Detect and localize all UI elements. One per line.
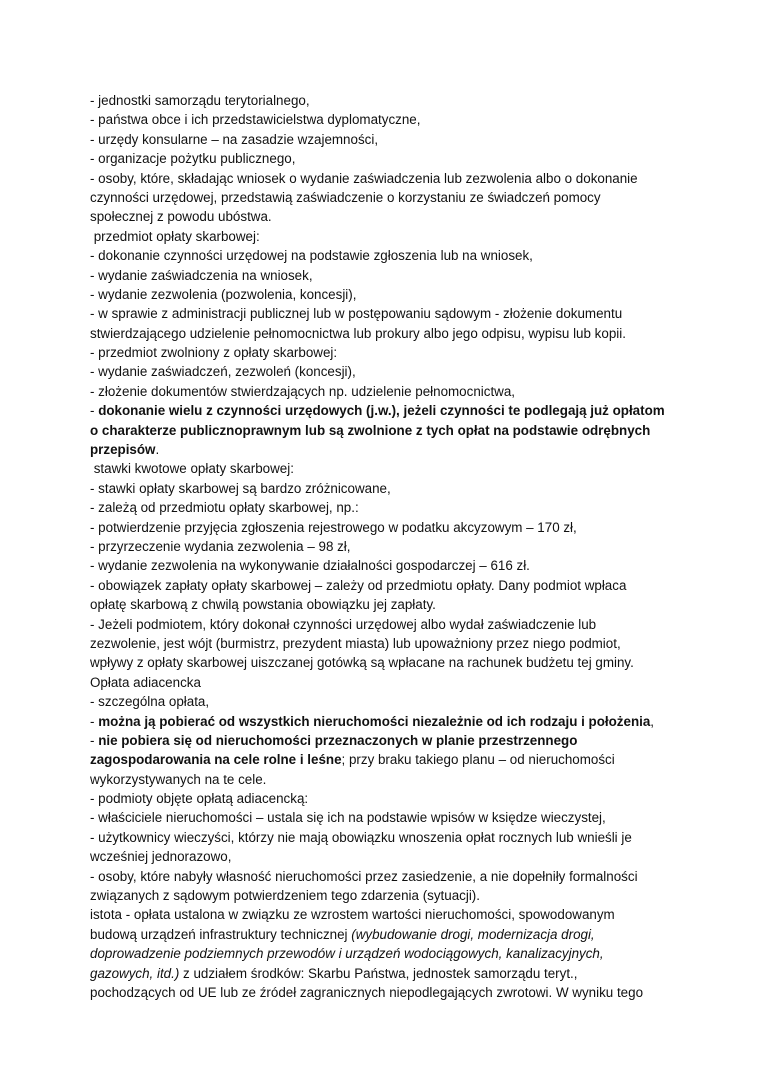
- text-run: - stawki opłaty skarbowej są bardzo zróżnicowane,: [90, 480, 391, 496]
- italic-text-run: (wybudowanie drogi, modernizacja drogi,: [351, 926, 595, 942]
- text-line: [90, 324, 690, 343]
- text-run: - osoby, które, składając wniosek o wydanie zaświadczenia lub zezwolenia albo o dokonanie: [90, 170, 638, 186]
- text-line: [90, 983, 690, 1002]
- bold-text-run: można ją pobierać od wszystkich nieruchomości niezależnie od ich rodzaju i położenia: [98, 713, 651, 729]
- text-run: - w sprawie z administracji publicznej lub w postępowaniu sądowym - złożenie dokumentu: [90, 306, 623, 322]
- text-line: [90, 304, 690, 323]
- text-run: wcześniej jednorazowo,: [90, 849, 232, 865]
- text-line: [90, 285, 690, 304]
- text-line: [90, 440, 690, 459]
- text-line: [90, 789, 690, 808]
- text-run: - złożenie dokumentów stwierdzających np. udzielenie pełnomocnictwa,: [90, 383, 516, 399]
- text-line: [90, 266, 690, 285]
- text-line: [90, 110, 690, 129]
- text-run: - wydanie zezwolenia na wykonywanie działalności gospodarczej – 616 zł.: [90, 558, 530, 574]
- text-run: -: [90, 403, 99, 419]
- text-line: [90, 925, 690, 944]
- text-run: - Jeżeli podmiotem, który dokonał czynności urzędowej albo wydał zaświadczenie lub: [90, 616, 597, 632]
- text-run: - dokonanie czynności urzędowej na podstawie zgłoszenia lub na wniosek,: [90, 248, 533, 264]
- text-run: związanych z sądowym potwierdzeniem tego zdarzenia (sytuacji).: [90, 888, 480, 904]
- text-line: [90, 576, 690, 595]
- text-line: [90, 343, 690, 362]
- text-run: - potwierdzenie przyjęcia zgłoszenia rejestrowego w podatku akcyzowym – 170 zł,: [90, 519, 577, 535]
- text-run: stwierdzającego udzielenie pełnomocnictwa lub prokury albo jego odpisu, wypisu lub kopii.: [90, 325, 626, 341]
- text-line: [90, 731, 690, 750]
- text-run: czynności urzędowej, przedstawią zaświadczenie o korzystaniu ze świadczeń pomocy: [90, 189, 601, 205]
- text-run: stawki kwotowe opłaty skarbowej:: [90, 461, 294, 477]
- text-line: [90, 207, 690, 226]
- text-run: -: [90, 732, 99, 748]
- text-run: - podmioty objęte opłatą adiacencką:: [90, 791, 309, 807]
- text-run: pochodzących od UE lub ze źródeł zagranicznych niepodlegających zwrotowi. W wyniku tego: [90, 984, 644, 1000]
- text-run: z udziałem środków: Skarbu Państwa, jednostek samorządu teryt.,: [179, 965, 578, 981]
- text-line: [90, 886, 690, 905]
- text-line: [90, 595, 690, 614]
- text-line: [90, 867, 690, 886]
- text-run: społecznej z powodu ubóstwa.: [90, 209, 272, 225]
- section-heading: [90, 227, 690, 246]
- text-line: [90, 518, 690, 537]
- italic-text-run: doprowadzenie podziemnych przewodów i urządzeń wodociągowych, kanalizacyjnych,: [90, 946, 604, 962]
- text-line: [90, 615, 690, 634]
- text-run: -: [90, 713, 99, 729]
- bold-text-run: nie pobiera się od nieruchomości przeznaczonych w planie przestrzennego: [98, 732, 578, 748]
- text-line: [90, 944, 690, 963]
- text-line: [90, 188, 690, 207]
- text-run: - organizacje pożytku publicznego,: [90, 151, 296, 167]
- text-line: [90, 847, 690, 866]
- text-run: - użytkownicy wieczyści, którzy nie mają obowiązku wnoszenia opłat rocznych lub wnieśli je: [90, 829, 632, 845]
- section-heading: [90, 673, 690, 692]
- text-line: [90, 479, 690, 498]
- text-line: [90, 498, 690, 517]
- text-line: [90, 692, 690, 711]
- document-body: [90, 91, 690, 1002]
- text-line: [90, 362, 690, 381]
- text-line: [90, 808, 690, 827]
- section-heading: [90, 459, 690, 478]
- text-run: - właściciele nieruchomości – ustala się ich na podstawie wpisów w księdze wieczystej,: [90, 810, 606, 826]
- bold-text-run: zagospodarowania na cele rolne i leśne: [90, 752, 342, 768]
- text-run: - jednostki samorządu terytorialnego,: [90, 93, 310, 108]
- text-run: - wydanie zaświadczenia na wniosek,: [90, 267, 313, 283]
- text-line: [90, 905, 690, 924]
- text-line: [90, 130, 690, 149]
- text-run: ; przy braku takiego planu – od nieruchomości: [341, 752, 615, 768]
- text-line: [90, 770, 690, 789]
- bold-text-run: o charakterze publicznoprawnym lub są zwolnione z tych opłat na podstawie odrębnych: [90, 422, 651, 438]
- text-run: - przyrzeczenie wydania zezwolenia – 98 zł,: [90, 538, 351, 554]
- text-line: [90, 556, 690, 575]
- text-run: - szczególna opłata,: [90, 694, 210, 710]
- text-run: ,: [650, 713, 655, 729]
- text-run: budową urządzeń infrastruktury technicznej: [90, 926, 352, 942]
- text-run: - wydanie zezwolenia (pozwolenia, koncesji),: [90, 286, 357, 302]
- text-line: [90, 382, 690, 401]
- text-run: - przedmiot zwolniony z opłaty skarbowej:: [90, 345, 338, 361]
- text-line: [90, 91, 690, 110]
- text-run: zezwolenie, jest wójt (burmistrz, prezydent miasta) lub upoważniony przez niego podmiot,: [90, 635, 621, 651]
- text-line: [90, 246, 690, 265]
- text-line: [90, 964, 690, 983]
- text-run: - obowiązek zapłaty opłaty skarbowej – zależy od przedmiotu opłaty. Dany podmiot wpłaca: [90, 577, 627, 593]
- text-line: [90, 401, 690, 420]
- text-run: - osoby, które nabyły własność nieruchomości przez zasiedzenie, a nie dopełniły formalności: [90, 868, 638, 884]
- text-run: - zależą od przedmiotu opłaty skarbowej, np.:: [90, 500, 359, 516]
- text-run: opłatę skarbową z chwilą powstania obowiązku jej zapłaty.: [90, 597, 436, 613]
- text-run: wpływy z opłaty skarbowej uiszczanej gotówką są wpłacane na rachunek budżetu tej gminy.: [90, 655, 634, 671]
- text-line: [90, 750, 690, 769]
- text-run: Opłata adiacencka: [90, 674, 201, 690]
- text-line: [90, 828, 690, 847]
- text-line: [90, 712, 690, 731]
- bold-text-run: dokonanie wielu z czynności urzędowych (j.w.), jeżeli czynności te podlegają już opłatom: [98, 403, 665, 419]
- text-run: - urzędy konsularne – na zasadzie wzajemności,: [90, 131, 379, 147]
- text-line: [90, 169, 690, 188]
- italic-text-run: gazowych, itd.): [90, 965, 180, 981]
- bold-text-run: przepisów: [90, 442, 156, 458]
- text-line: [90, 537, 690, 556]
- text-line: [90, 149, 690, 168]
- text-line: [90, 653, 690, 672]
- text-run: .: [155, 442, 160, 458]
- text-line: [90, 421, 690, 440]
- text-run: - państwa obce i ich przedstawicielstwa dyplomatyczne,: [90, 112, 421, 128]
- text-run: wykorzystywanych na te cele.: [90, 771, 267, 787]
- text-line: [90, 634, 690, 653]
- text-run: istota - opłata ustalona w związku ze wzrostem wartości nieruchomości, spowodowanym: [90, 907, 615, 923]
- text-run: - wydanie zaświadczeń, zezwoleń (koncesji),: [90, 364, 356, 380]
- text-run: przedmiot opłaty skarbowej:: [90, 228, 260, 244]
